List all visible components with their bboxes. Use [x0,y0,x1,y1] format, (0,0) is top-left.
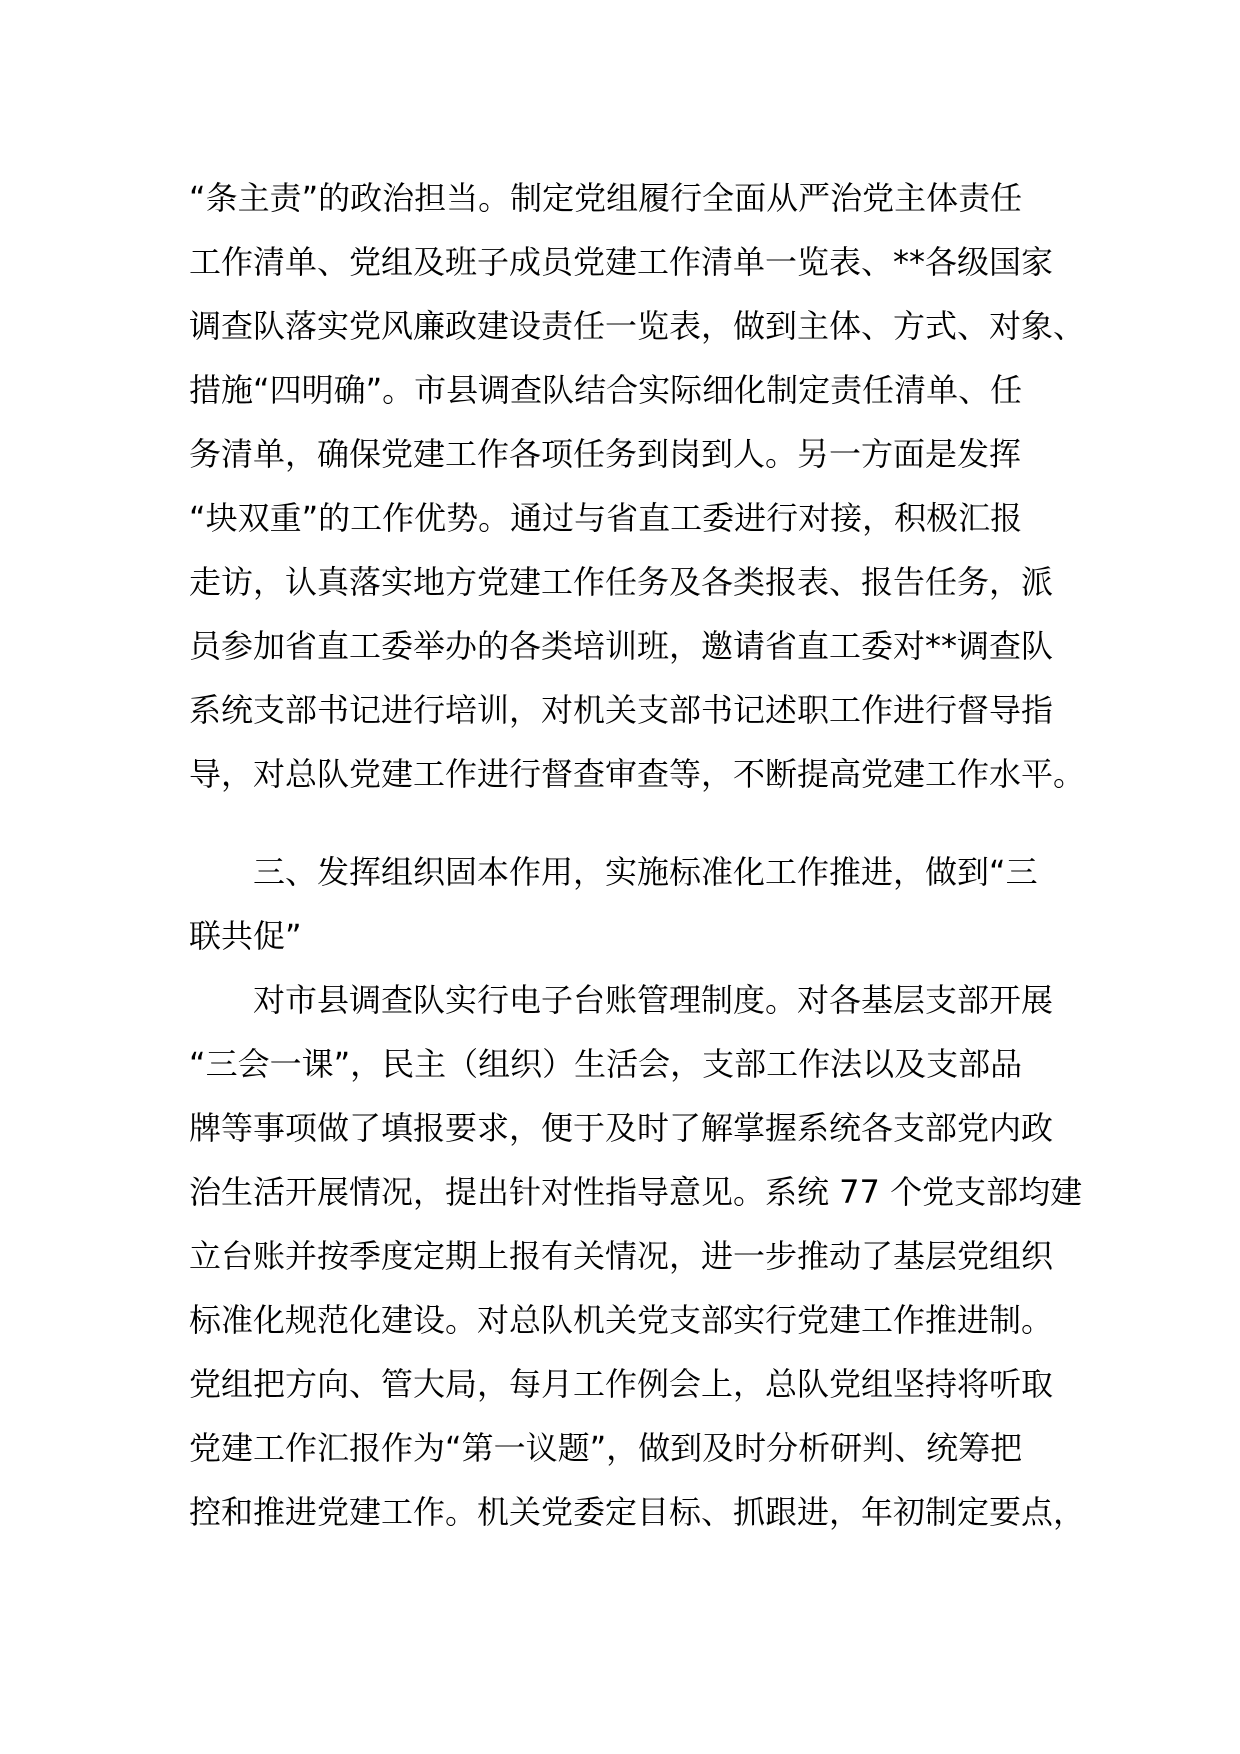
text-line: 工作清单、党组及班子成员党建工作清单一览表、**各级国家 [189,243,1054,281]
text-line: 党组把方向、管大局，每月工作例会上，总队党组坚持将听取 [189,1365,1054,1403]
text-line: 导，对总队党建工作进行督查审查等，不断提高党建工作水平。 [189,755,1086,793]
text-line: 治生活开展情况，提出针对性指导意见。系统 77 个党支部均建 [189,1173,1083,1211]
text-line: 走访，认真落实地方党建工作任务及各类报表、报告任务，派 [189,563,1054,601]
text-line: 员参加省直工委举办的各类培训班，邀请省直工委对**调查队 [189,627,1054,665]
text-line: “块双重”的工作优势。通过与省直工委进行对接，积极汇报 [189,499,1023,537]
text-line: “条主责”的政治担当。制定党组履行全面从严治党主体责任 [189,179,1023,217]
text-line: 对市县调查队实行电子台账管理制度。对各基层支部开展 [253,981,1054,1019]
text-line: 控和推进党建工作。机关党委定目标、抓跟进，年初制定要点， [189,1493,1086,1531]
text-line: 措施“四明确”。市县调查队结合实际细化制定责任清单、任 [189,371,1023,409]
section-heading-continued: 联共促” [189,917,302,955]
text-line: 系统支部书记进行培训，对机关支部书记述职工作进行督导指 [189,691,1054,729]
text-line: 标准化规范化建设。对总队机关党支部实行党建工作推进制。 [189,1301,1054,1339]
text-line: 牌等事项做了填报要求，便于及时了解掌握系统各支部党内政 [189,1109,1054,1147]
text-line: 立台账并按季度定期上报有关情况，进一步推动了基层党组织 [189,1237,1054,1275]
text-line: “三会一课”，民主（组织）生活会，支部工作法以及支部品 [189,1045,1023,1083]
text-line: 党建工作汇报作为“第一议题”，做到及时分析研判、统筹把 [189,1429,1023,1467]
section-heading: 三、发挥组织固本作用，实施标准化工作推进，做到“三 [253,853,1038,891]
text-line: 务清单，确保党建工作各项任务到岗到人。另一方面是发挥 [189,435,1022,473]
text-line: 调查队落实党风廉政建设责任一览表，做到主体、方式、对象、 [189,307,1086,345]
